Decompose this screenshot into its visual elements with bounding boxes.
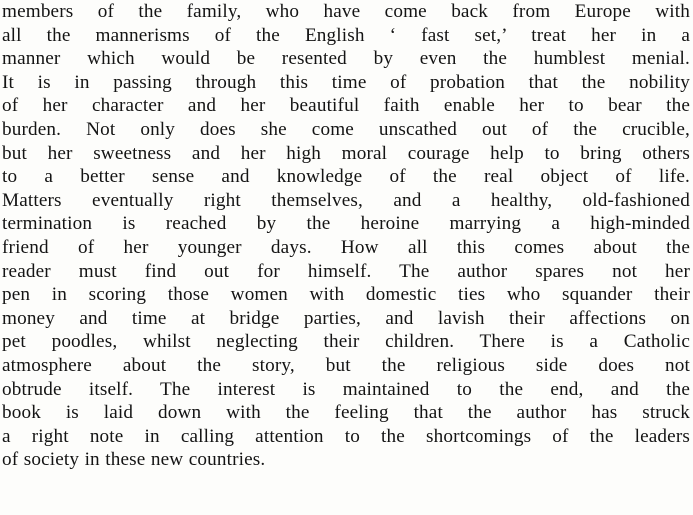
text-line-7: but her sweetness and her high moral courage help to bring others	[2, 142, 690, 164]
text-line-9: Matters eventually right themselves, and a healthy, old-fashioned	[2, 189, 690, 211]
text-line-16: atmosphere about the story, but the religious side does not	[2, 354, 690, 376]
text-line-13: pen in scoring those women with domestic ties who squander their	[2, 284, 690, 306]
text-line-17: obtrude itself. The interest is maintained to the end, and the	[2, 378, 690, 400]
text-line-11: friend of her younger days. How all this comes about the	[2, 236, 690, 258]
text-line-2: all the mannerisms of the English ‘ fast set,’ treat her in a	[2, 24, 690, 46]
text-line-6: burden. Not only does she come unscathed out of the crucible,	[2, 118, 690, 140]
text-line-20: of society in these new countries.	[2, 449, 266, 471]
text-line-1: members of the family, who have come back from Europe with	[2, 1, 690, 22]
text-line-18: book is laid down with the feeling that the author has struck	[2, 402, 690, 424]
text-line-14: money and time at bridge parties, and lavish their affections on	[2, 307, 690, 329]
text-line-12: reader must find out for himself. The author spares not her	[2, 260, 690, 282]
text-line-4: It is in passing through this time of probation that the nobility	[2, 71, 690, 93]
text-line-8: to a better sense and knowledge of the real object of life.	[2, 166, 690, 188]
text-line-10: termination is reached by the heroine marrying a high-minded	[2, 213, 690, 235]
text-line-19: a right note in calling attention to the shortcomings of the leaders	[2, 425, 690, 447]
text-line-3: manner which would be resented by even the humblest menial.	[2, 48, 690, 70]
text-line-15: pet poodles, whilst neglecting their children. There is a Catholic	[2, 331, 690, 353]
body-text	[2, 0, 690, 472]
text-line-5: of her character and her beautiful faith enable her to bear the	[2, 95, 690, 117]
